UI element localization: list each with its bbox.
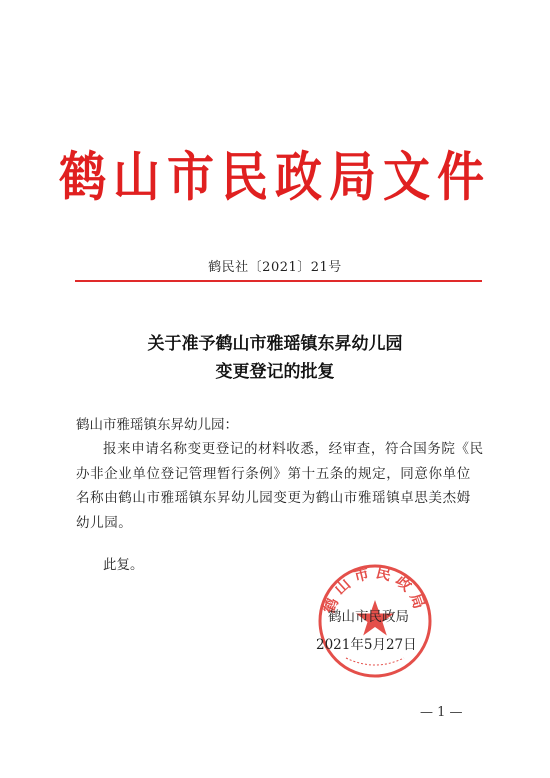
svg-text:鹤山市民政局: 鹤山市民政局 [319, 563, 431, 616]
document-header-title: 鹤山市民政局文件 [59, 146, 491, 209]
body-line: 报来申请名称变更登记的材料收悉，经审查，符合国务院《民 [103, 441, 484, 457]
header-red-rule [75, 280, 482, 282]
subject-line-1: 关于准予鹤山市雅瑶镇东昇幼儿园 [147, 334, 403, 354]
document-subject [0, 330, 550, 386]
document-body [76, 437, 484, 535]
recipient-line: 鹤山市雅瑶镇东昇幼儿园： [76, 417, 238, 433]
closing-text: 此复。 [103, 557, 144, 573]
document-number: 鹤民社〔2021〕21号 [208, 260, 342, 275]
body-line: 幼儿园。 [76, 514, 133, 531]
body-line: 办非企业单位登记管理暂行条例》第十五条的规定，同意你单位 [76, 465, 471, 482]
issuing-authority: 鹤山市民政局 [328, 609, 409, 625]
body-line: 名称由鹤山市雅瑶镇东昇幼儿园变更为鹤山市雅瑶镇卓思美杰姆 [76, 490, 471, 506]
page-number: — 1 — [420, 705, 463, 720]
subject-line-2: 变更登记的批复 [215, 362, 335, 382]
issue-date: 2021年5月27日 [316, 637, 417, 653]
